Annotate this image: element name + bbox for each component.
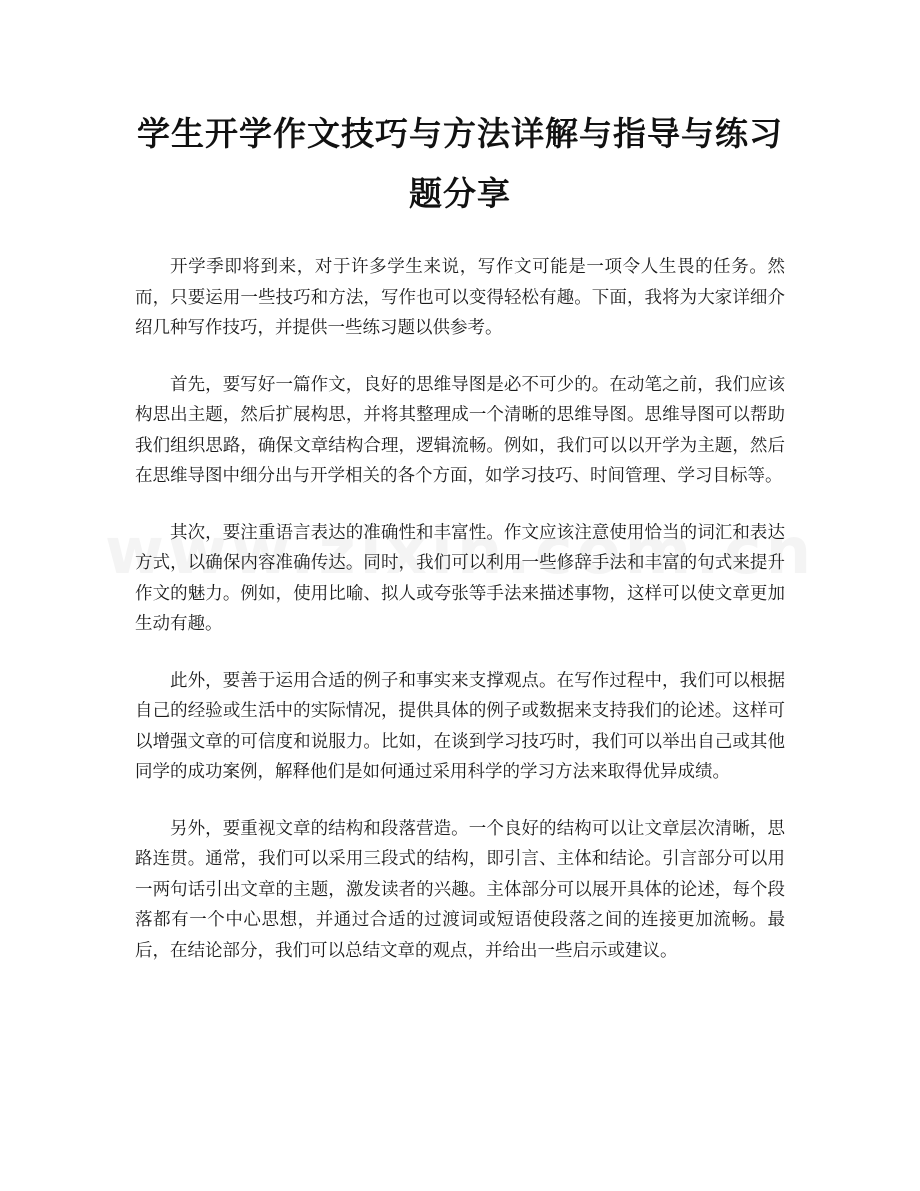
paragraph-3: 其次，要注重语言表达的准确性和丰富性。作文应该注意使用恰当的词汇和表达方式，以确保内容准确传达。同时，我们可以利用一些修辞手法和丰富的句式来提升作文的魅力。例如，使用比喻、拟人或夸张等手法来描述事物，这样可以使文章更加生动有趣。 (135, 522, 785, 634)
document-body (135, 252, 785, 992)
title-line-2: 题分享 (409, 174, 511, 213)
paragraph-4: 此外，要善于运用合适的例子和事实来支撑观点。在写作过程中，我们可以根据自己的经验或生活中的实际情况，提供具体的例子或数据来支持我们的论述。这样可以增强文章的可信度和说服力。比如，在谈到学习技巧时，我们可以举出自己或其他同学的成功案例，解释他们是如何通过采用科学的学习方法来取得优异成绩。 (135, 670, 785, 782)
title-line-1: 学生开学作文技巧与方法详解与指导与练习 (137, 114, 783, 153)
paragraph-1: 开学季即将到来，对于许多学生来说，写作文可能是一项令人生畏的任务。然而，只要运用一些技巧和方法，写作也可以变得轻松有趣。下面，我将为大家详细介绍几种写作技巧，并提供一些练习题以供参考。 (135, 257, 785, 338)
paragraph-2: 首先，要写好一篇作文，良好的思维导图是必不可少的。在动笔之前，我们应该构思出主题，然后扩展构思，并将其整理成一个清晰的思维导图。思维导图可以帮助我们组织思路，确保文章结构合理，逻辑流畅。例如，我们可以以开学为主题，然后在思维导图中细分出与开学相关的各个方面，如学习技巧、时间管理、学习目标等。 (135, 374, 785, 486)
paragraph-5: 另外，要重视文章的结构和段落营造。一个良好的结构可以让文章层次清晰，思路连贯。通常，我们可以采用三段式的结构，即引言、主体和结论。引言部分可以用一两句话引出文章的主题，激发读者的兴趣。主体部分可以展开具体的论述，每个段落都有一个中心思想，并通过合适的过渡词或短语使段落之间的连接更加流畅。最后，在结论部分，我们可以总结文章的观点，并给出一些启示或建议。 (135, 818, 785, 961)
document-title (100, 104, 820, 224)
